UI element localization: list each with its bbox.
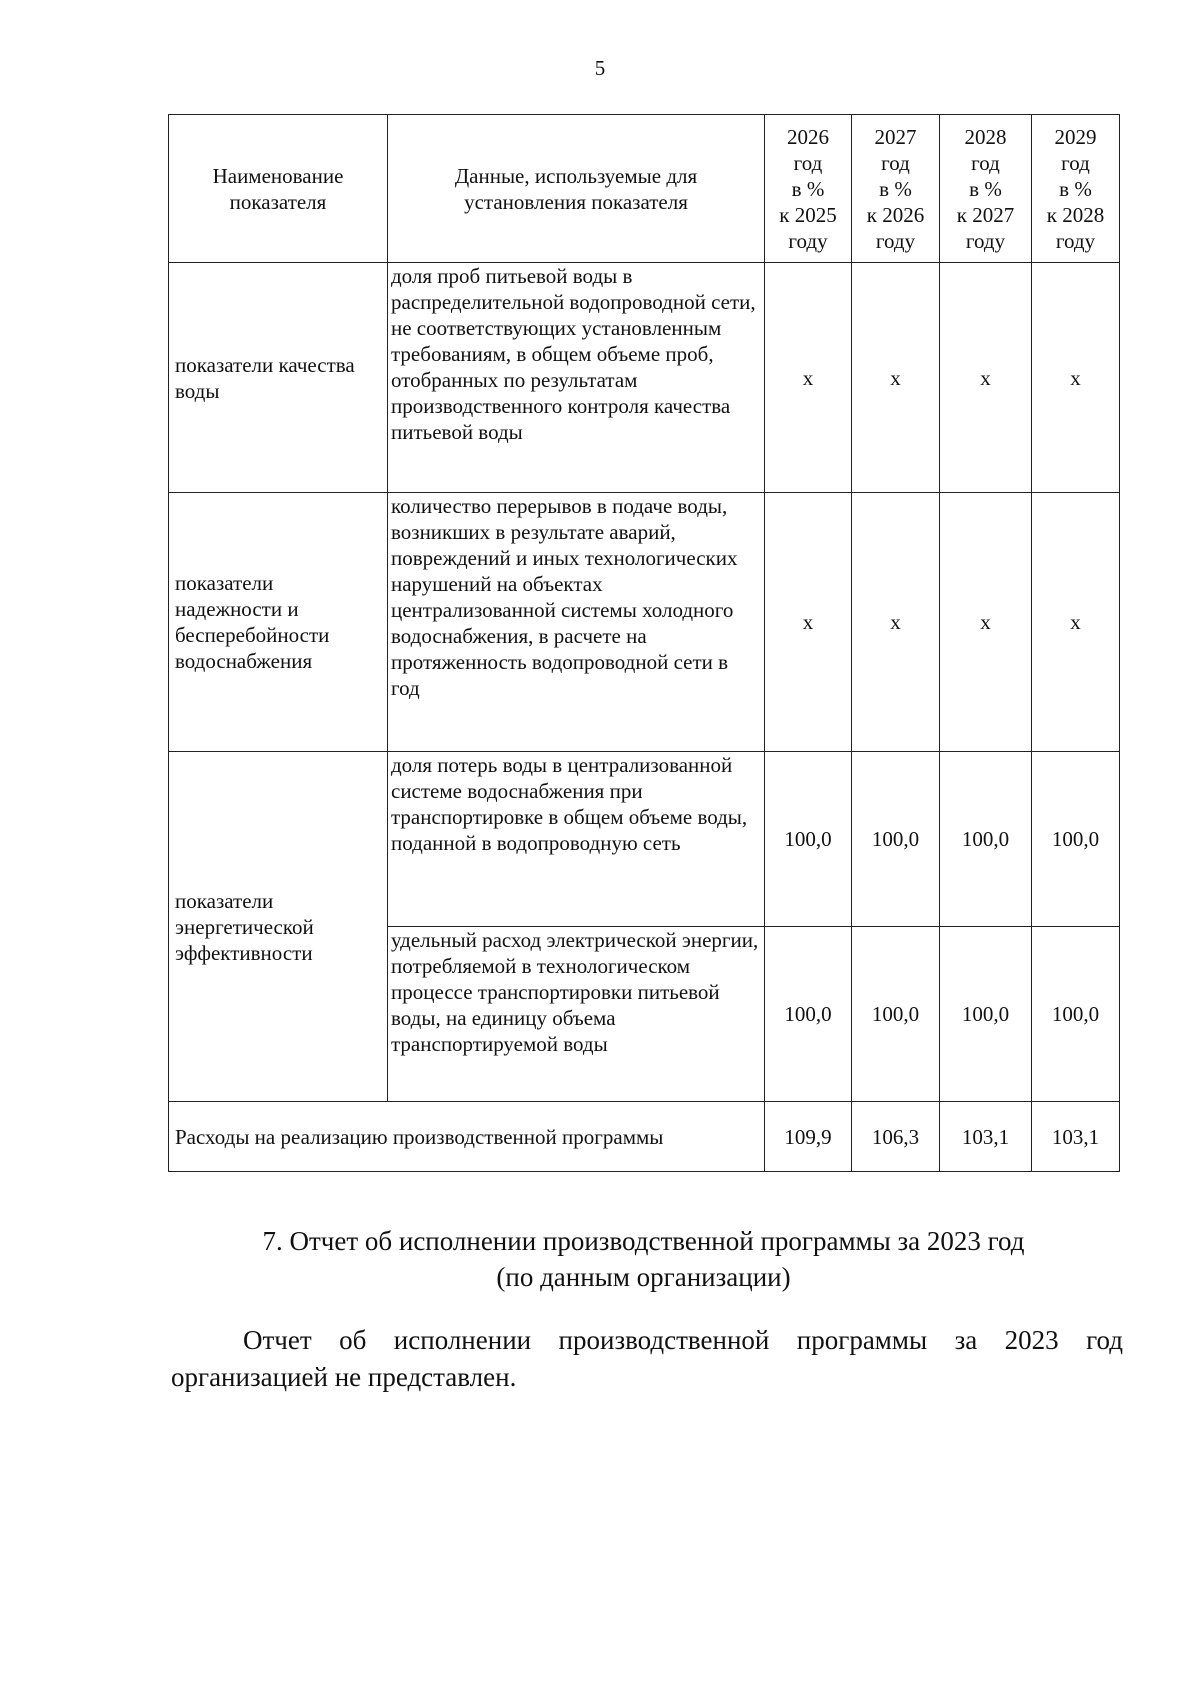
table-header-row: [169, 115, 1120, 263]
section-title-line1: 7. Отчет об исполнении производственной программы за 2023 год: [262, 1226, 1025, 1256]
table-row: [169, 493, 1120, 752]
total-value-2026: 109,9: [765, 1102, 852, 1172]
row-value-2028: х: [940, 263, 1032, 493]
row-value-2028: х: [940, 493, 1032, 752]
row-source-data: доля потерь воды в централизованной системе водоснабжения при транспортировке в общем объеме воды, поданной в водопроводную сеть: [388, 752, 765, 927]
row-value-2026: 100,0: [765, 927, 852, 1102]
row-value-2027: х: [852, 493, 940, 752]
row-source-data: удельный расход электрической энергии, потребляемой в технологическом процессе транспортировки питьевой воды, на единицу объема транспортируемой воды: [388, 927, 765, 1102]
section-paragraph: Отчет об исполнении производственной программы за 2023 год организацией не представлен.: [171, 1325, 1123, 1392]
row-source-data: количество перерывов в подаче воды, возникших в результате аварий, повреждений и иных технологических нарушений на объектах централизованной системы холодного водоснабжения, в расчете на протяженность водопроводной сети в год: [388, 493, 765, 752]
row-value-2029: 100,0: [1032, 927, 1120, 1102]
row-source-data: доля проб питьевой воды в распределительной водопроводной сети, не соответствующих установленным требованиям, в общем объеме проб, отобранных по результатам производственного контроля качества питьевой воды: [388, 263, 765, 493]
row-value-2028: 100,0: [940, 752, 1032, 927]
table-total-row: [169, 1102, 1120, 1172]
row-value-2026: х: [765, 263, 852, 493]
section-title-line2: (по данным организации): [496, 1262, 791, 1292]
header-year-2029: 2029 год в % к 2028 году: [1032, 115, 1120, 263]
header-year-2027: 2027 год в % к 2026 году: [852, 115, 940, 263]
table-row: [169, 263, 1120, 493]
section-heading: [168, 1223, 1119, 1295]
row-value-2029: х: [1032, 493, 1120, 752]
row-value-2027: 100,0: [852, 752, 940, 927]
row-value-2029: х: [1032, 263, 1120, 493]
row-value-2028: 100,0: [940, 927, 1032, 1102]
row-value-2027: 100,0: [852, 927, 940, 1102]
row-value-2026: 100,0: [765, 752, 852, 927]
row-value-2026: х: [765, 493, 852, 752]
total-value-2028: 103,1: [940, 1102, 1032, 1172]
row-value-2027: х: [852, 263, 940, 493]
row-indicator-name: показатели энергетической эффективности: [169, 752, 388, 1102]
total-value-2027: 106,3: [852, 1102, 940, 1172]
header-source-data: Данные, используемые для установления показателя: [388, 115, 765, 263]
total-label: Расходы на реализацию производственной программы: [169, 1102, 765, 1172]
header-year-2026: 2026 год в % к 2025 году: [765, 115, 852, 263]
indicators-table: [168, 114, 1120, 1172]
header-indicator-name: Наименование показателя: [169, 115, 388, 263]
page-number: 5: [594, 56, 606, 80]
row-indicator-name: показатели надежности и бесперебойности водоснабжения: [169, 493, 388, 752]
header-year-2028: 2028 год в % к 2027 году: [940, 115, 1032, 263]
total-value-2029: 103,1: [1032, 1102, 1120, 1172]
row-value-2029: 100,0: [1032, 752, 1120, 927]
row-indicator-name: показатели качества воды: [169, 263, 388, 493]
table-row: [169, 752, 1120, 927]
